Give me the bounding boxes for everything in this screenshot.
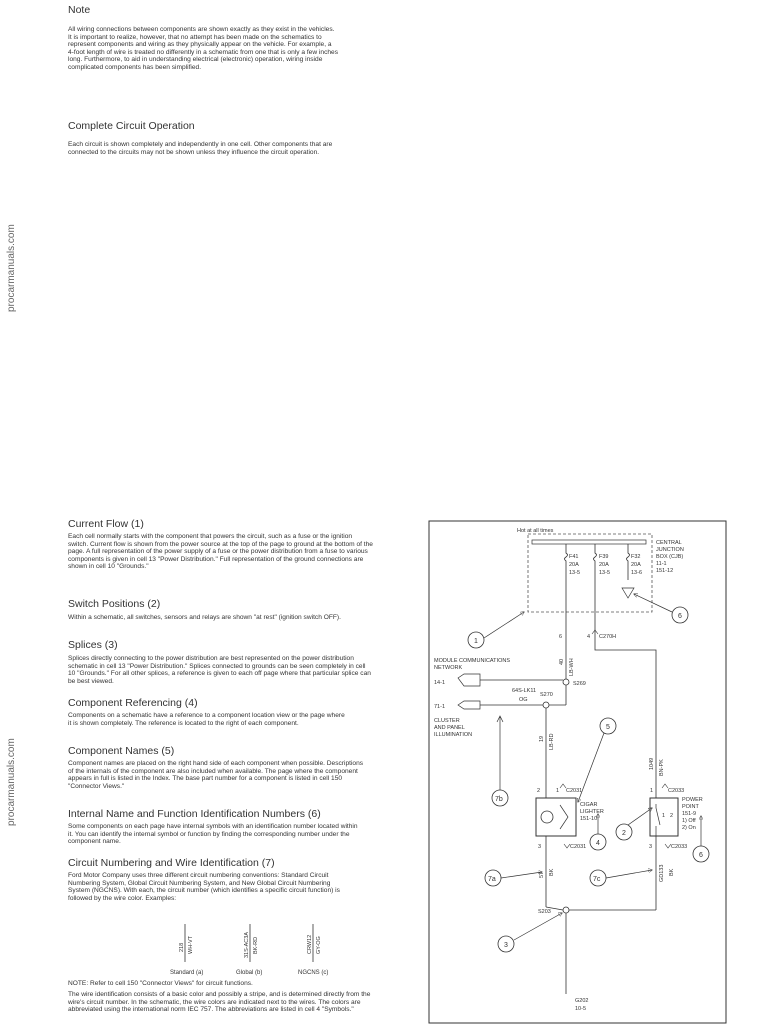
callout-3: [498, 913, 562, 952]
fuse-f32: [627, 544, 643, 580]
fuse-f39: [594, 544, 611, 612]
svg-text:3: 3: [504, 942, 508, 949]
svg-text:BK: BK: [669, 868, 675, 876]
splice-s270-label: S270: [540, 692, 553, 698]
example-global-color: BK-RD: [253, 936, 259, 954]
section-title-circuit-numbering: Circuit Numbering and Wire Identification (7): [68, 857, 275, 869]
wiring-diagram: [428, 520, 728, 1024]
complete-circuit-title: Complete Circuit Operation: [68, 120, 195, 132]
example-global: [236, 924, 262, 976]
svg-text:11-1: 11-1: [656, 561, 667, 567]
wire-lb-wh-label: LB-WH: [569, 658, 575, 676]
svg-text:1) Off: 1) Off: [682, 818, 696, 824]
svg-text:6: 6: [678, 613, 682, 620]
section-title-current-flow: Current Flow (1): [68, 518, 144, 530]
circuit-64s-lk11: 64S-LK11: [512, 688, 537, 694]
splice-s270: [543, 702, 549, 708]
svg-text:CENTRAL: CENTRAL: [656, 540, 682, 546]
svg-text:151-12: 151-12: [656, 568, 674, 574]
svg-text:LIGHTER: LIGHTER: [580, 809, 604, 815]
svg-text:7a: 7a: [488, 876, 496, 883]
svg-text:BN-PK: BN-PK: [659, 759, 665, 776]
svg-text:F41: F41: [569, 554, 579, 560]
svg-text:6: 6: [699, 852, 703, 859]
svg-text:ILLUMINATION: ILLUMINATION: [434, 732, 473, 738]
svg-text:POINT: POINT: [682, 804, 699, 810]
cluster-label: [434, 718, 472, 738]
section-title-component-referencing: Component Referencing (4): [68, 697, 198, 709]
cigar-lighter: [536, 798, 576, 836]
example-ngcns: [298, 924, 328, 976]
ground-g202: G202: [575, 998, 589, 1004]
svg-text:1: 1: [662, 813, 666, 819]
diagram-border: [429, 521, 726, 1023]
example-standard-color: WH-VT: [188, 935, 194, 954]
svg-text:19: 19: [539, 735, 545, 742]
svg-text:1: 1: [650, 788, 654, 794]
ref-71-1: 71-1: [434, 704, 446, 710]
example-ngcns-color: GY-OG: [316, 936, 322, 954]
connector-c2031-bottom: C2031: [570, 844, 587, 850]
svg-text:1049: 1049: [649, 757, 655, 770]
svg-text:2) On: 2) On: [682, 825, 696, 831]
cjb-label: [656, 540, 684, 574]
note-text: All wiring connections between components are shown exactly as they exist in the vehicles. It is important to realize, however, that no attempt has been made on the schematics to represent components and wiring as they physically appear on the vehicle. For example, a 4-foot length of wire is treated no differently in a schematic from one that is only a few inches long. Furthermore, to aid in understanding electrical (electronic) operation, wiring inside complicated components has been simplified.: [68, 26, 338, 71]
svg-text:2: 2: [622, 830, 626, 837]
callout-2: [616, 808, 652, 840]
example-standard-label: Standard (a): [170, 970, 204, 976]
svg-text:CIGAR: CIGAR: [580, 802, 598, 808]
svg-text:3: 3: [538, 844, 542, 850]
svg-text:NETWORK: NETWORK: [434, 665, 463, 671]
svg-text:13-5: 13-5: [599, 570, 611, 576]
svg-text:POWER: POWER: [682, 797, 703, 803]
example-ngcns-label: NGCNS (c): [298, 970, 329, 976]
section-text-splices: Splices directly connecting to the power distribution are best represented on the power distribution schematic in cell 13 "Power Distribution." Splices connected to grounds can be seen completely in cell 10 "Grounds." For all other splices, a reference is given to each off page where that particular splice can be best viewed.: [68, 655, 371, 685]
callout-5: [578, 718, 616, 802]
callout-7b: [492, 790, 508, 806]
note-connector-views: NOTE: Refer to cell 150 "Connector Views" for circuit functions.: [68, 980, 253, 987]
note-title: Note: [68, 4, 91, 16]
svg-text:1: 1: [556, 788, 560, 794]
ref-10-5: 10-5: [575, 1006, 587, 1012]
svg-text:JUNCTION: JUNCTION: [656, 547, 684, 553]
svg-text:151-9: 151-9: [682, 811, 697, 817]
svg-text:20A: 20A: [599, 562, 609, 568]
svg-text:5: 5: [606, 724, 610, 731]
example-global-label: Global (b): [236, 970, 263, 976]
mcn-label: [434, 658, 510, 671]
complete-circuit-text: Each circuit is shown completely and independently in one cell. Other components that are connected to the circuits may not be shown unless they influence the circuit operation.: [68, 141, 333, 156]
svg-text:7b: 7b: [495, 796, 503, 803]
svg-text:20A: 20A: [569, 562, 579, 568]
fuse-f41: [565, 544, 581, 612]
example-ngcns-code: CRW12: [307, 934, 313, 954]
wire-og: OG: [519, 697, 528, 703]
svg-text:13-5: 13-5: [569, 570, 581, 576]
svg-text:GD133: GD133: [659, 864, 665, 882]
svg-text:151-10: 151-10: [580, 816, 598, 822]
svg-text:3: 3: [649, 844, 653, 850]
svg-text:2: 2: [537, 788, 541, 794]
connector-c270h: C270H: [599, 634, 617, 640]
ref-14-1: 14-1: [434, 680, 446, 686]
section-title-component-names: Component Names (5): [68, 745, 175, 757]
connector-mcn: [458, 674, 480, 686]
splice-s269: [563, 679, 569, 685]
svg-text:F39: F39: [599, 554, 609, 560]
cigar-lighter-label: [580, 802, 604, 822]
svg-text:S269: S269: [573, 681, 586, 687]
svg-text:F32: F32: [631, 554, 641, 560]
callout-7c: [590, 870, 652, 886]
callout-6-top: [634, 594, 688, 623]
connector-c2033: C2033: [668, 788, 685, 794]
callout-7a: [485, 870, 542, 886]
connector-cluster: [458, 701, 480, 709]
section-text-switch-positions: Within a schematic, all switches, sensors and relays are shown "at rest" (ignition switch OFF).: [68, 614, 341, 621]
connector-c2031: C2031: [566, 788, 583, 794]
section-text-component-referencing: Components on a schematic have a reference to a component location view or the page where it is shown completely. The reference is located to the right of each component.: [68, 712, 345, 727]
section-title-splices: Splices (3): [68, 639, 118, 651]
svg-text:13-6: 13-6: [631, 570, 643, 576]
hot-label: Hot at all times: [517, 528, 554, 534]
splice-s203: [563, 907, 569, 913]
example-standard: [170, 924, 203, 976]
section-text-component-names: Component names are placed on the right hand side of each component when possible. Descriptions of the internals of the component are also included when available. The page where the component appears in full is listed in the Index. The base part number for a component is listed in cell 150 "Connector Views.": [68, 760, 364, 790]
example-standard-code: 218: [179, 942, 185, 952]
watermark-top: procarmanuals.com: [6, 224, 17, 312]
wire-examples: [150, 922, 350, 978]
svg-text:2: 2: [670, 813, 674, 819]
svg-text:BK: BK: [549, 868, 555, 876]
svg-text:57: 57: [539, 871, 545, 878]
pin-4: 4: [587, 634, 591, 640]
wire-identification-text: The wire identification consists of a basic color and possibly a stripe, and is determined directly from the wire's circuit number. In the schematic, the wire colors are indicated next to the wires. The colors are abbreviated using the international norm IEC 757. The abbreviations are listed in cell 4 "Symbols.": [68, 991, 371, 1014]
section-title-internal-name: Internal Name and Function Identification Numbers (6): [68, 808, 321, 820]
wire-40: 40: [559, 658, 565, 665]
callout-1: [468, 612, 524, 648]
svg-text:S203: S203: [538, 909, 551, 915]
section-title-switch-positions: Switch Positions (2): [68, 598, 161, 610]
svg-text:BOX (CJB): BOX (CJB): [656, 554, 684, 560]
power-point-label: [682, 797, 703, 831]
internal-symbol-6: [622, 588, 634, 598]
bus-bar: [532, 540, 646, 544]
connector-c2033-bottom: C2033: [671, 844, 688, 850]
svg-text:7c: 7c: [593, 876, 601, 883]
watermark-bottom: procarmanuals.com: [6, 738, 17, 826]
svg-text:20A: 20A: [631, 562, 641, 568]
svg-text:1: 1: [474, 638, 478, 645]
section-text-circuit-numbering: Ford Motor Company uses three different circuit numbering conventions: Standard Circuit Numbering System, Global Circuit Numbering System, and New Global Circuit Numbering System (NGCNS). With each, the circuit number (which identifies a specific circuit function) is followed by the wire color. Examples:: [68, 872, 340, 902]
svg-text:MODULE COMMUNICATIONS: MODULE COMMUNICATIONS: [434, 658, 510, 664]
example-global-code: 31S-AC3A: [244, 932, 250, 958]
svg-text:AND PANEL: AND PANEL: [434, 725, 465, 731]
pin-6: 6: [559, 634, 563, 640]
section-text-internal-name: Some components on each page have internal symbols with an identification number located within it. You can identify the internal symbol or function by finding the corresponding number under the component name.: [68, 823, 358, 846]
svg-text:4: 4: [596, 840, 600, 847]
svg-text:CLUSTER: CLUSTER: [434, 718, 460, 724]
section-text-current-flow: Each cell normally starts with the component that powers the circuit, such as a fuse or the ignition switch. Current flow is shown from the power source at the top of the page to ground at the bottom of the page. A full representation of the power supply of a fuse or the power distribution from a fuse to various components is given in cell 13 "Power Distribution." Full representation of the ground connections are shown in cell 10 "Grounds.": [68, 533, 373, 571]
svg-text:LB-RD: LB-RD: [549, 733, 555, 750]
